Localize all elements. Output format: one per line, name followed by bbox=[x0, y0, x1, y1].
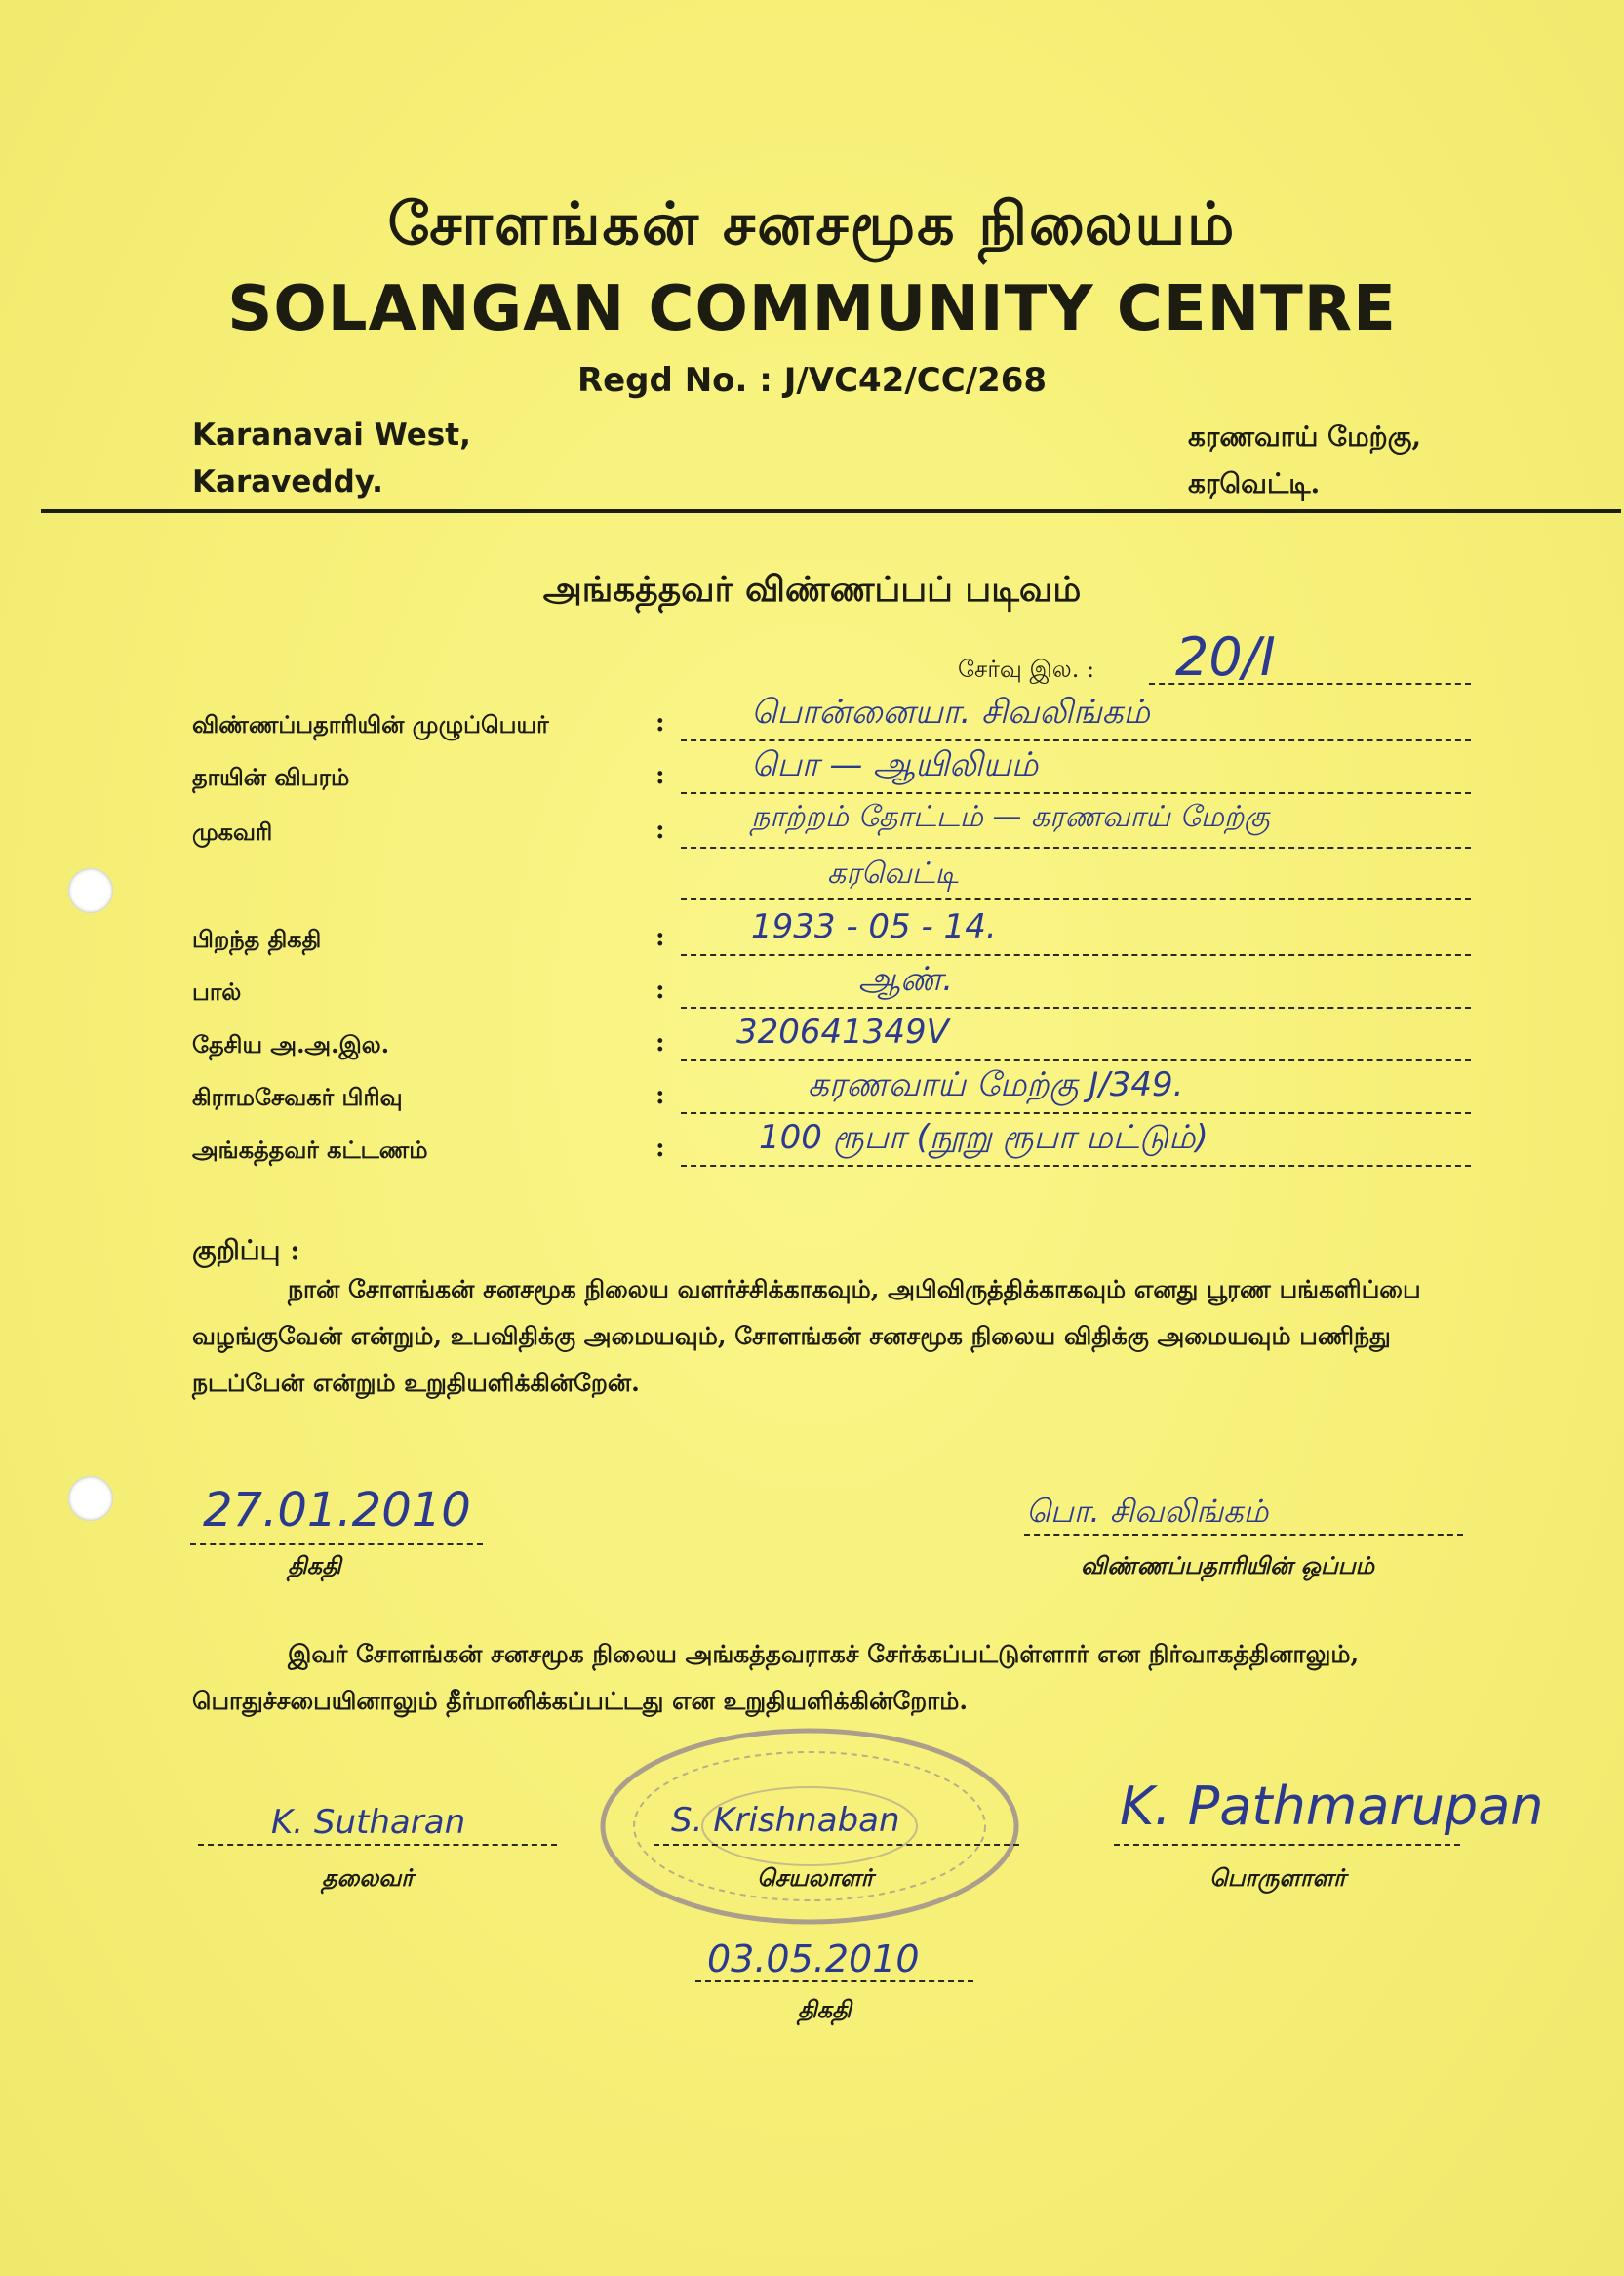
binder-hole-bottom bbox=[68, 1476, 113, 1521]
field-colon: : bbox=[655, 708, 665, 738]
field-colon: : bbox=[655, 761, 665, 790]
field-label: விண்ணப்பதாரியின் முழுப்பெயர் bbox=[192, 710, 549, 739]
secretary-signature: S. Krishnaban bbox=[671, 1801, 900, 1840]
approval-date-line bbox=[695, 1980, 973, 1982]
secretary-label: செயலாளர் bbox=[757, 1863, 874, 1892]
field-label: கிராமசேவகர் பிரிவு bbox=[192, 1083, 403, 1111]
field-colon: : bbox=[655, 923, 665, 952]
applicant-signature-line bbox=[1024, 1534, 1463, 1536]
header-divider bbox=[41, 509, 1621, 513]
field-mother-details bbox=[0, 745, 1624, 798]
field-label: பால் bbox=[192, 978, 242, 1006]
address-english-line-2: Karaveddy. bbox=[192, 464, 383, 499]
applicant-signature-label: விண்ணப்பதாரியின் ஒப்பம் bbox=[1081, 1551, 1374, 1579]
field-line bbox=[681, 792, 1471, 794]
field-line bbox=[681, 1059, 1471, 1061]
treasurer-label: பொருளாளர் bbox=[1209, 1863, 1346, 1892]
binder-hole-top bbox=[68, 868, 113, 913]
field-value: 320641349V bbox=[736, 1013, 949, 1052]
field-colon: : bbox=[655, 1081, 665, 1110]
field-colon: : bbox=[655, 1134, 665, 1163]
field-line bbox=[681, 739, 1471, 741]
field-line bbox=[681, 1007, 1471, 1009]
org-title-english: SOLANGAN COMMUNITY CENTRE bbox=[227, 273, 1397, 345]
field-line bbox=[681, 1112, 1471, 1114]
treasurer-signature: K. Pathmarupan bbox=[1120, 1776, 1544, 1837]
field-sex bbox=[0, 960, 1624, 1013]
field-gs-division bbox=[0, 1065, 1624, 1118]
treasurer-signature-line bbox=[1114, 1844, 1460, 1846]
field-label: முகவரி bbox=[192, 818, 273, 846]
field-date-of-birth bbox=[0, 907, 1624, 960]
address-tamil-line-1: கரணவாய் மேற்கு, bbox=[1188, 420, 1422, 453]
field-value: 1933 - 05 - 14. bbox=[751, 907, 997, 946]
applicant-date-label: திகதி bbox=[288, 1551, 341, 1579]
field-value: பொன்னையா. சிவலிங்கம் bbox=[751, 693, 1150, 732]
applicant-date-value: 27.01.2010 bbox=[203, 1483, 471, 1537]
field-full-name bbox=[0, 693, 1624, 745]
address-english bbox=[192, 412, 471, 505]
address-english-line-1: Karanavai West, bbox=[192, 418, 471, 453]
field-label: தாயின் விபரம் bbox=[192, 763, 350, 791]
president-label: தலைவர் bbox=[322, 1863, 414, 1892]
field-nic-number bbox=[0, 1013, 1624, 1065]
field-value: பொ — ஆயிலியம் bbox=[751, 745, 1039, 784]
field-line bbox=[681, 954, 1471, 956]
registration-number: Regd No. : J/VC42/CC/268 bbox=[576, 361, 1048, 400]
field-value: 100 ரூபா (நூறு ரூபா மட்டும்) bbox=[759, 1118, 1208, 1157]
president-signature-line bbox=[198, 1844, 557, 1846]
form-title: அங்கத்தவர் விண்ணப்பப் படிவம் bbox=[542, 569, 1082, 610]
address-tamil-line-2: கரவெட்டி. bbox=[1188, 467, 1321, 499]
field-value: கரணவாய் மேற்கு J/349. bbox=[808, 1065, 1184, 1104]
field-colon: : bbox=[655, 1028, 665, 1058]
field-label: பிறந்த திகதி bbox=[192, 925, 322, 953]
applicant-signature: பொ. சிவலிங்கம் bbox=[1026, 1493, 1269, 1530]
approval-date-value: 03.05.2010 bbox=[707, 1937, 920, 1980]
applicant-date-line bbox=[190, 1543, 483, 1545]
field-value: நாற்றம் தோட்டம் — கரணவாய் மேற்கு bbox=[751, 800, 1270, 834]
confirmation-text: இவர் சோளங்கன் சனசமூக நிலைய அங்கத்தவராகச் சேர்க்கப்பட்டுள்ளார் என நிர்வாகத்தினாலும், பொதுச்சபையினாலும் தீர்மானிக்கப்பட்டது என உறுதியளிக்கின்றோம். bbox=[192, 1640, 1360, 1715]
field-address bbox=[0, 800, 1624, 853]
note-text: நான் சோளங்கன் சனசமூக நிலைய வளர்ச்சிக்காகவும், அபிவிருத்திக்காகவும் எனது பூரண பங்களிப்பை வழங்குவேன் என்றும், உபவிதிக்கு அமையவும், சோளங்கன் சனசமூக நிலைய விதிக்கு அமையவும் பணிந்து நடப்பேன் என்றும் உறுதியளிக்கின்றேன். bbox=[192, 1275, 1421, 1397]
note-heading: குறிப்பு : bbox=[192, 1234, 300, 1266]
serial-number-label: சேர்வு இல. : bbox=[958, 656, 1095, 683]
secretary-signature-line bbox=[654, 1844, 1019, 1846]
approval-date-label: திகதி bbox=[798, 1995, 852, 2023]
field-colon: : bbox=[655, 976, 665, 1005]
field-membership-fee bbox=[0, 1118, 1624, 1171]
field-label: தேசிய அ.அ.இல. bbox=[192, 1030, 390, 1058]
address-tamil bbox=[1188, 414, 1421, 507]
field-value: ஆண். bbox=[858, 960, 954, 999]
field-line bbox=[681, 847, 1471, 849]
address-line-2 bbox=[681, 898, 1471, 900]
field-colon: : bbox=[655, 816, 665, 845]
president-signature: K. Sutharan bbox=[271, 1803, 466, 1842]
field-line bbox=[681, 1165, 1471, 1167]
address-value-2: கரவெட்டி bbox=[827, 857, 959, 891]
field-label: அங்கத்தவர் கட்டணம் bbox=[192, 1136, 428, 1164]
org-title-tamil: சோளங்கன் சனசமூக நிலையம் bbox=[387, 190, 1237, 259]
serial-number-value: 20/I bbox=[1175, 626, 1276, 688]
